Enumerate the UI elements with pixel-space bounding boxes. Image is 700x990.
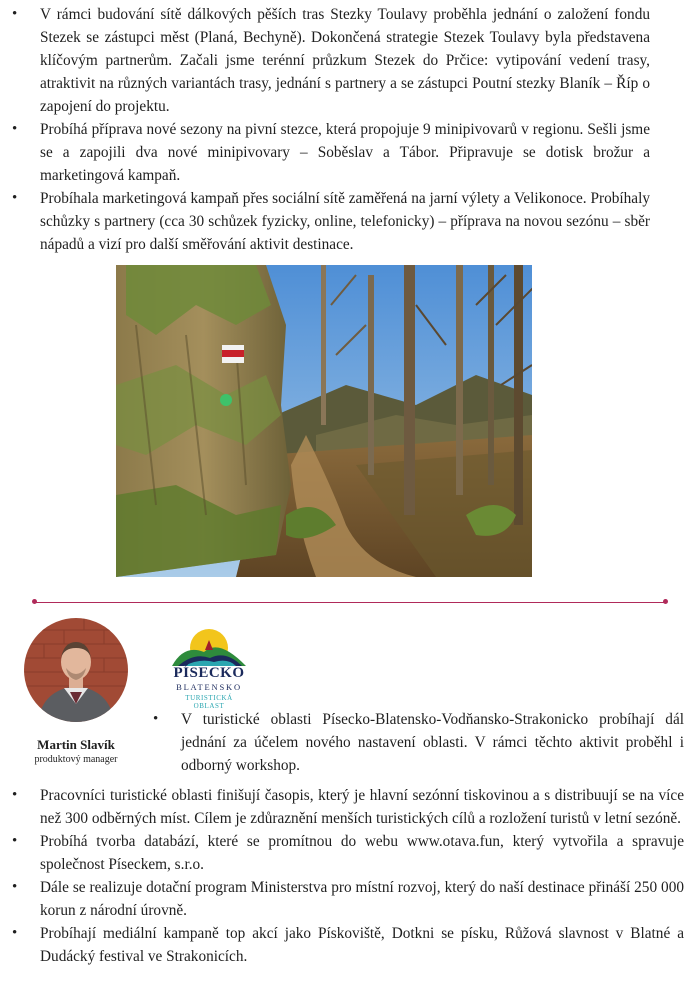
- bullet-icon: •: [12, 787, 18, 803]
- divider-dot: [663, 599, 668, 604]
- logo-tag-line1: TURISTICKÁ: [185, 694, 233, 702]
- list-item: [0, 187, 650, 256]
- list-item: [0, 830, 684, 876]
- list-item: [0, 784, 684, 830]
- side-bullet-list: [141, 708, 684, 777]
- logo-emblem-icon: [164, 622, 254, 666]
- bottom-bullet-list: [0, 784, 684, 968]
- list-item-text: Probíhala marketingová kampaň přes sociální sítě zaměřená na jarní výlety a Velikonoce. Probíhaly schůzky s partnery (cca 30 schůzek fyzicky, online, telefonicky) – příprava na novou sezónu – sběr nápadů a vizí pro další směřování aktivit destinace.: [40, 190, 650, 253]
- person-name: Martin Slavík: [37, 737, 115, 752]
- forest-trail-photo: [116, 265, 532, 577]
- logo-subname: BLATENSKO: [176, 682, 242, 692]
- section-divider: [34, 602, 666, 603]
- divider-dot: [32, 599, 37, 604]
- list-item-text: V turistické oblasti Písecko-Blatensko-Vodňansko-Strakonicko probíhají dál jednání za účelem nového nastavení oblasti. V rámci těchto aktivit proběhl i odborný workshop.: [181, 711, 684, 774]
- list-item: [0, 118, 650, 187]
- list-item-text: Probíhá příprava nové sezony na pivní stezce, která propojuje 9 minipivovarů v regionu. Sešli jsme se a zapojili dva nové minipivovary – Soběslav a Tábor. Připravuje se dotisk brožur a marketingová kampaň.: [40, 121, 650, 184]
- top-bullet-list: [0, 3, 650, 256]
- list-item-text: Pracovníci turistické oblasti finišují časopis, který je hlavní sezónní tiskovinou a s distribuují se na více než 300 odběrných míst. Cílem je zdůraznění menších turistických cílů a rozložení turistů v letní sezóně.: [40, 787, 684, 827]
- avatar: [24, 618, 128, 722]
- list-item-text: V rámci budování sítě dálkových pěších tras Stezky Toulavy proběhla jednání o založení fondu Stezek se zástupci měst (Planá, Bechyně). Dokončená strategie Stezek Toulavy byla představena klíčovým partnerům. Začali jsme terénní průzkum Stezek do Prčice: vytipování vedení trasy, atraktivit na různých variantách trasy, jednání s partnery a se zástupci Poutní stezky Blaník – Říp o zapojení do projektu.: [40, 6, 650, 115]
- bullet-icon: •: [12, 833, 18, 849]
- list-item: [0, 876, 684, 922]
- bullet-icon: •: [153, 711, 159, 727]
- list-item-text: Dále se realizuje dotační program Ministerstva pro místní rozvoj, který do naší destinace přináší 250 000 korun z národní úrovně.: [40, 879, 684, 919]
- bullet-icon: •: [12, 879, 18, 895]
- list-item-text: Probíhají mediální kampaně top akcí jako Pískoviště, Dotkni se písku, Růžová slavnost v Blatné a Dudácký festival ve Strakonicích.: [40, 925, 684, 965]
- logo-tag-line2: OBLAST: [193, 702, 225, 710]
- bullet-icon: •: [12, 6, 18, 22]
- pisecko-blatensko-logo: [164, 622, 254, 710]
- list-item: [0, 3, 650, 118]
- logo-name: PÍSECKO: [173, 665, 245, 681]
- bullet-icon: •: [12, 190, 18, 206]
- list-item: [141, 708, 684, 777]
- bullet-icon: •: [12, 121, 18, 137]
- bullet-icon: •: [12, 925, 18, 941]
- person-role: produktový manager: [34, 754, 118, 765]
- list-item: [0, 922, 684, 968]
- list-item-text: Probíhá tvorba databází, které se promítnou do webu www.otava.fun, který vytvořila a spravuje společnost Píseckem, s.r.o.: [40, 833, 684, 873]
